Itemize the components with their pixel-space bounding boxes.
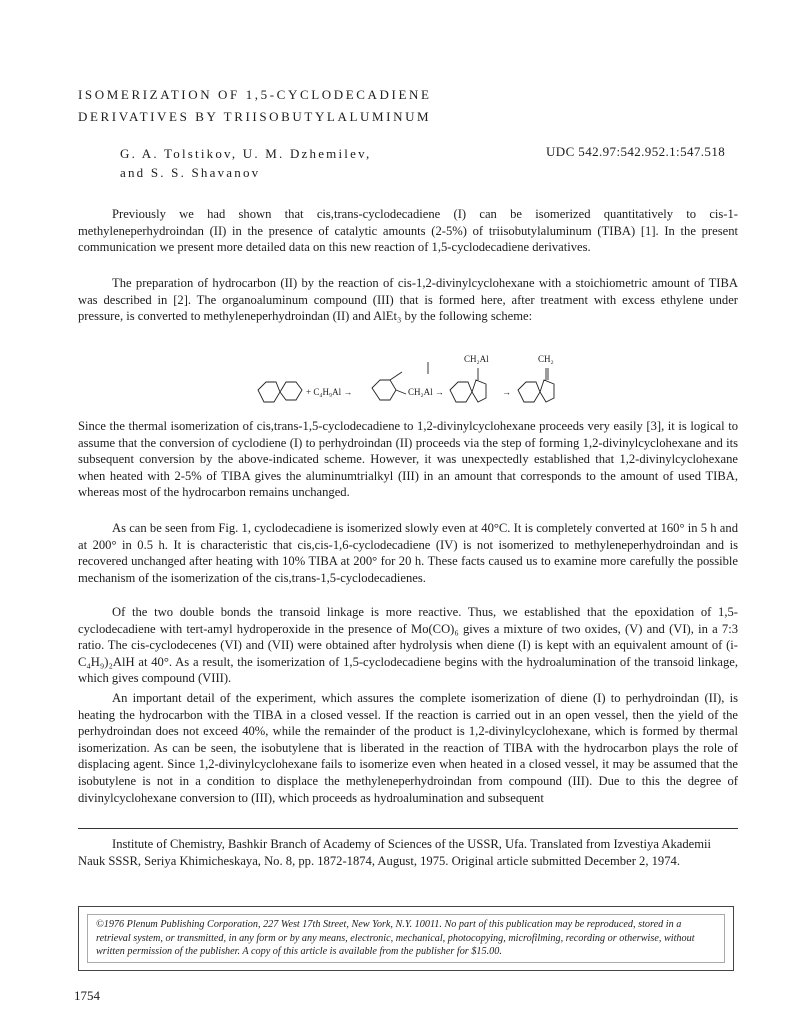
cyclohexane-ring-2	[450, 382, 472, 402]
copyright-text: ©1976 Plenum Publishing Corporation, 227 West 17th Street, New York, N.Y. 10011. No part of this publication may be reproduced, stored in a retrieval system, or transmitted, in any form or by any means, electronic, mechanical, photocopying, microfilming, recording or otherwise, without written permission of the publisher. A copy of this article is available from the publisher for $15.00.	[87, 914, 725, 963]
scheme-label-ch2al-arrow: CH₂Al →	[408, 387, 444, 397]
cyclohexane-ring-3	[518, 382, 540, 402]
cyclodecadiene-ring-left	[258, 382, 280, 402]
cyclohexane-ring-1	[372, 380, 396, 400]
title-line-2: DERIVATIVES BY TRIISOBUTYLALUMINUM	[78, 109, 432, 124]
page-number: 1754	[74, 988, 100, 1003]
paragraph-1: Previously we had shown that cis,trans-cyclodecadiene (I) can be isomerized quantitatively to cis-1-methyleneperhydroindan (II) in the presence of catalytic amounts (2-5%) of triisobutylaluminum (TIBA) [1]. In the present communication we present more detailed data on this new reaction of 1,5-cyclodecadiene derivatives.	[78, 207, 738, 255]
affiliation-note: Institute of Chemistry, Bashkir Branch of Academy of Sciences of the USSR, Ufa. Translated from Izvestiya Akademii Nauk SSSR, Seriya Khimicheskaya, No. 8, pp. 1872-1874, August, 1975. Original article submitted December 2, 1974.	[78, 837, 712, 868]
paragraph-5: Of the two double bonds the transoid linkage is more reactive. Thus, we established that the epoxidation of 1,5-cyclodecadiene with tert-amyl hydroperoxide in the presence of Mo(CO)₆ gives a mixture of two oxides, (V) and (VI), in a 7:3 ratio. The cis-cyclodecenes (VI) and (VII) were obtained after hydrolysis when diene (I) is kept with an equivalent amount of (i-C₄H₉)₂AlH at 40°. As a result, the isomerization of 1,5-cyclodecadiene begins with the hydroalumination of the transoid linkage, which gives compound (VIII).	[78, 605, 738, 686]
paragraph-4: As can be seen from Fig. 1, cyclodecadiene is isomerized slowly even at 40°C. It is completely converted at 160° in 5 h and at 200° in 0.5 h. It is characteristic that cis,cis-1,6-cyclodecadiene (IV) is not isomerized to methyleneperhydroindan and is recovered unchanged after heating with 10% TIBA at 200° for 20 h. These facts caused us to examine more carefully the possible mechanism of the isomerization of the cis,trans-1,5-cyclodecadienes.	[78, 521, 738, 585]
article-title	[78, 84, 432, 128]
author-list	[120, 144, 371, 182]
paragraph-3: Since the thermal isomerization of cis,trans-1,5-cyclodecadiene to 1,2-divinylcyclohexane proceeds very easily [3], it is logical to assume that the conversion of cyclodiene (I) to perhydroindan (II) proceeds via the step of forming 1,2-divinylcyclohexane and its subsequent conversion by the above-indicated scheme. However, it was unexpectedly established that 1,2-divinylcyclohexane when heated with 2-5% of TIBA gives the aluminumtrialkyl (III) in an amount that corresponds to the amount of used TIBA, whereas most of the hydrocarbon remains unchanged.	[78, 419, 738, 500]
scheme-label-ch2al: CH₂Al	[464, 354, 489, 364]
cyclopentane-ring-1	[472, 380, 486, 402]
footnote-divider	[78, 828, 738, 829]
authors-line-2: and S. S. Shavanov	[120, 165, 261, 180]
title-line-1: ISOMERIZATION OF 1,5-CYCLODECADIENE	[78, 87, 432, 102]
copyright-box	[78, 906, 734, 971]
scheme-reagent: + C₄H₉Al →	[306, 387, 353, 397]
paragraph-6: An important detail of the experiment, which assures the complete isomerization of diene (I) to perhydroindan (II), is heating the hydrocarbon with the TIBA in a closed vessel. If the reaction is carried out in an open vessel, then the yield of the perhydroindan does not exceed 40%, while the remainder of the product is 1,2-divinylcyclohexane, which is formed by thermal isomerization. As can be seen, the isobutylene that is liberated in the reaction of TIBA with the hydrocarbon plays the role of displacing agent. Since 1,2-divinylcyclohexane fails to isomerize even when heated in a closed vessel, it may be assumed that the isobutylene is not in a condition to displace the methyleneperhydroindan from compound (III). Due to this the degree of divinylcyclohexane conversion to (III), which proceeds as hydroalumination and subsequent	[78, 691, 738, 805]
cyclopentane-ring-2	[540, 380, 554, 402]
authors-line-1: G. A. Tolstikov, U. M. Dzhemilev,	[120, 146, 372, 161]
reaction-scheme	[250, 352, 580, 412]
scheme-arrow: →	[502, 387, 511, 397]
udc-code: UDC 542.97:542.952.1:547.518	[546, 144, 726, 159]
cyclodecadiene-ring-right	[280, 382, 302, 400]
paragraph-2: The preparation of hydrocarbon (II) by the reaction of cis-1,2-divinylcyclohexane with a stoichiometric amount of TIBA was described in [2]. The organoaluminum compound (III) that is formed here, after treatment with excess ethylene under pressure, is converted to methyleneperhydroindan (II) and AlEt₃ by the following scheme:	[78, 276, 738, 324]
scheme-label-ch2: CH₂	[538, 354, 554, 364]
